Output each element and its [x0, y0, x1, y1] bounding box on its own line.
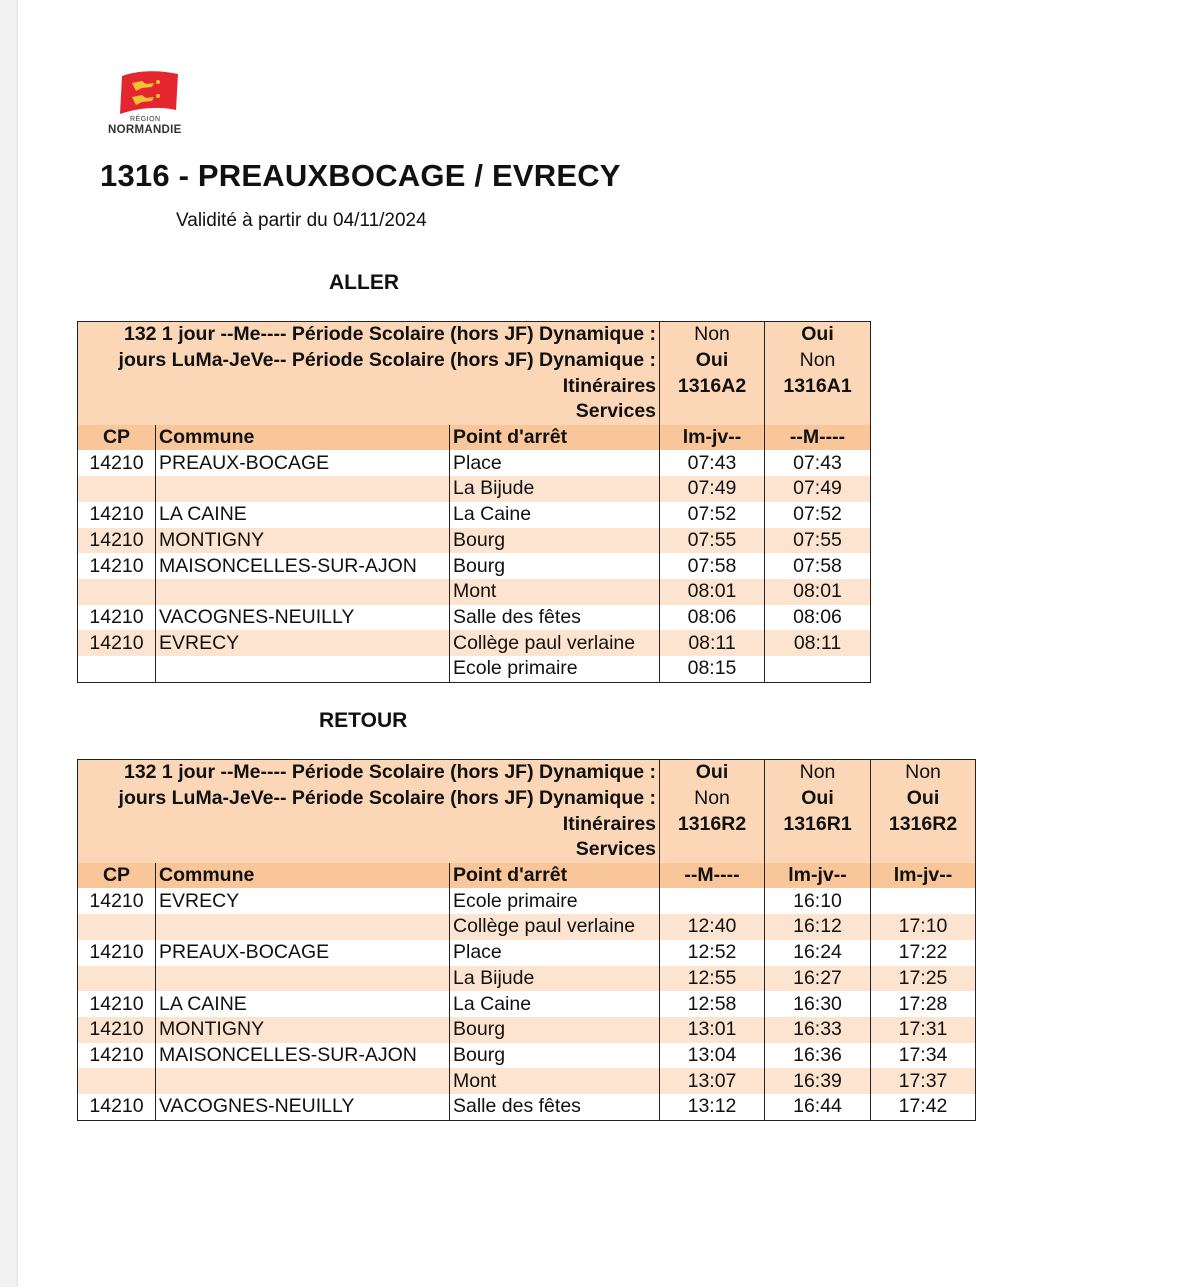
dynamique-label: jours LuMa-JeVe-- Période Scolaire (hors JF) Dynamique :	[78, 348, 660, 374]
cp-cell: 14210	[78, 1043, 156, 1069]
time-cell: 12:52	[660, 940, 765, 966]
cp-header: CP	[78, 863, 156, 889]
time-cell: 16:39	[765, 1068, 871, 1094]
table-row	[78, 502, 871, 528]
aller-header-services	[78, 399, 871, 425]
itineraires-label: Itinéraires	[78, 373, 660, 399]
time-cell: 13:12	[660, 1094, 765, 1120]
time-cell: 08:01	[765, 579, 871, 605]
commune-cell: EVRECY	[156, 888, 450, 914]
commune-cell	[156, 966, 450, 992]
cp-cell: 14210	[78, 528, 156, 554]
cp-cell	[78, 914, 156, 940]
time-cell: 16:44	[765, 1094, 871, 1120]
table-row	[78, 476, 871, 502]
commune-cell	[156, 1068, 450, 1094]
time-cell: 16:36	[765, 1043, 871, 1069]
arret-cell: Mont	[450, 579, 660, 605]
time-cell	[871, 888, 976, 914]
dynamique-label: 132 1 jour --Me---- Période Scolaire (hors JF) Dynamique :	[78, 760, 660, 786]
arret-header: Point d'arrêt	[450, 425, 660, 451]
time-cell: 16:30	[765, 991, 871, 1017]
retour-col-3-row1: Non	[871, 760, 976, 786]
time-cell: 07:58	[765, 553, 871, 579]
time-cell: 07:55	[660, 528, 765, 554]
time-cell: 16:27	[765, 966, 871, 992]
arret-cell: Collège paul verlaine	[450, 914, 660, 940]
time-cell: 17:10	[871, 914, 976, 940]
arret-cell: Mont	[450, 1068, 660, 1094]
itineraires-label: Itinéraires	[78, 811, 660, 837]
table-row	[78, 966, 976, 992]
time-cell: 08:06	[765, 605, 871, 631]
cp-cell	[78, 579, 156, 605]
table-row	[78, 1017, 976, 1043]
table-row	[78, 1068, 976, 1094]
time-cell: 17:42	[871, 1094, 976, 1120]
table-row	[78, 1043, 976, 1069]
logo-region-name: NORMANDIE	[108, 124, 182, 136]
cp-cell	[78, 476, 156, 502]
aller-header-row-1	[78, 322, 871, 348]
aller-header-itineraires	[78, 373, 871, 399]
time-cell: 13:04	[660, 1043, 765, 1069]
time-cell: 07:49	[660, 476, 765, 502]
retour-header-itineraires	[78, 811, 976, 837]
retour-header-services	[78, 837, 976, 863]
commune-cell: MONTIGNY	[156, 1017, 450, 1043]
arret-cell: La Caine	[450, 991, 660, 1017]
time-cell	[660, 888, 765, 914]
time-cell: 07:52	[660, 502, 765, 528]
commune-cell	[156, 656, 450, 682]
time-cell: 13:07	[660, 1068, 765, 1094]
retour-col-1-itin: 1316R2	[660, 811, 765, 837]
table-row	[78, 940, 976, 966]
time-cell: 08:11	[765, 630, 871, 656]
commune-cell: MAISONCELLES-SUR-AJON	[156, 553, 450, 579]
time-cell: 07:43	[660, 450, 765, 476]
commune-cell: PREAUX-BOCAGE	[156, 940, 450, 966]
commune-cell: PREAUX-BOCAGE	[156, 450, 450, 476]
commune-cell: VACOGNES-NEUILLY	[156, 1094, 450, 1120]
table-row	[78, 888, 976, 914]
aller-col-2-row2: Non	[765, 348, 871, 374]
time-cell: 16:10	[765, 888, 871, 914]
table-row	[78, 914, 976, 940]
commune-cell	[156, 914, 450, 940]
cp-cell: 14210	[78, 553, 156, 579]
time-cell: 17:31	[871, 1017, 976, 1043]
table-row	[78, 553, 871, 579]
cp-cell: 14210	[78, 1094, 156, 1120]
time-cell: 07:49	[765, 476, 871, 502]
commune-header: Commune	[156, 425, 450, 451]
retour-col-1-service: --M----	[660, 863, 765, 889]
commune-cell: LA CAINE	[156, 502, 450, 528]
commune-cell: VACOGNES-NEUILLY	[156, 605, 450, 631]
retour-col-2-row2: Oui	[765, 786, 871, 812]
arret-cell: Salle des fêtes	[450, 605, 660, 631]
cp-cell	[78, 1068, 156, 1094]
aller-section-title: ALLER	[329, 271, 399, 294]
arret-cell: Collège paul verlaine	[450, 630, 660, 656]
arret-cell: Place	[450, 940, 660, 966]
services-label: Services	[78, 837, 660, 863]
arret-cell: La Bijude	[450, 476, 660, 502]
table-row	[78, 528, 871, 554]
commune-cell: MONTIGNY	[156, 528, 450, 554]
table-row	[78, 991, 976, 1017]
time-cell: 08:01	[660, 579, 765, 605]
retour-col-1-row2: Non	[660, 786, 765, 812]
time-cell: 16:24	[765, 940, 871, 966]
aller-column-headers	[78, 425, 871, 451]
commune-cell	[156, 579, 450, 605]
arret-cell: La Caine	[450, 502, 660, 528]
normandy-flag-icon	[118, 70, 180, 116]
retour-timetable	[77, 759, 976, 1121]
time-cell: 12:40	[660, 914, 765, 940]
arret-cell: Ecole primaire	[450, 888, 660, 914]
cp-cell: 14210	[78, 605, 156, 631]
cp-cell: 14210	[78, 450, 156, 476]
table-row	[78, 1094, 976, 1120]
commune-cell: EVRECY	[156, 630, 450, 656]
cp-cell: 14210	[78, 630, 156, 656]
time-cell: 17:22	[871, 940, 976, 966]
page-title: 1316 - PREAUXBOCAGE / EVRECY	[100, 158, 621, 193]
retour-col-1-row1: Oui	[660, 760, 765, 786]
aller-header-row-2	[78, 348, 871, 374]
logo-region-label: RÉGION	[130, 116, 161, 123]
aller-col-2-row1: Oui	[765, 322, 871, 348]
retour-col-3-row2: Oui	[871, 786, 976, 812]
time-cell: 13:01	[660, 1017, 765, 1043]
retour-col-3-service: lm-jv--	[871, 863, 976, 889]
time-cell: 07:43	[765, 450, 871, 476]
time-cell: 08:15	[660, 656, 765, 682]
arret-cell: Ecole primaire	[450, 656, 660, 682]
cp-cell	[78, 966, 156, 992]
time-cell: 07:55	[765, 528, 871, 554]
commune-cell: LA CAINE	[156, 991, 450, 1017]
time-cell: 16:33	[765, 1017, 871, 1043]
table-row	[78, 630, 871, 656]
cp-cell	[78, 656, 156, 682]
arret-cell: Bourg	[450, 1043, 660, 1069]
time-cell: 12:55	[660, 966, 765, 992]
arret-cell: Salle des fêtes	[450, 1094, 660, 1120]
retour-col-2-row1: Non	[765, 760, 871, 786]
aller-col-1-row2: Oui	[660, 348, 765, 374]
arret-cell: Place	[450, 450, 660, 476]
retour-header-row-2	[78, 786, 976, 812]
dynamique-label: jours LuMa-JeVe-- Période Scolaire (hors JF) Dynamique :	[78, 786, 660, 812]
cp-header: CP	[78, 425, 156, 451]
retour-col-3-itin: 1316R2	[871, 811, 976, 837]
cp-cell: 14210	[78, 991, 156, 1017]
retour-header-row-1	[78, 760, 976, 786]
arret-cell: La Bijude	[450, 966, 660, 992]
time-cell: 17:37	[871, 1068, 976, 1094]
commune-cell	[156, 476, 450, 502]
cp-cell: 14210	[78, 1017, 156, 1043]
arret-header: Point d'arrêt	[450, 863, 660, 889]
aller-col-1-service: lm-jv--	[660, 425, 765, 451]
retour-col-2-service: lm-jv--	[765, 863, 871, 889]
table-row	[78, 656, 871, 682]
aller-col-2-itin: 1316A1	[765, 373, 871, 399]
table-row	[78, 605, 871, 631]
aller-timetable	[77, 321, 871, 683]
time-cell: 12:58	[660, 991, 765, 1017]
retour-col-2-itin: 1316R1	[765, 811, 871, 837]
time-cell: 07:58	[660, 553, 765, 579]
arret-cell: Bourg	[450, 528, 660, 554]
cp-cell: 14210	[78, 940, 156, 966]
time-cell: 08:11	[660, 630, 765, 656]
dynamique-label: 132 1 jour --Me---- Période Scolaire (hors JF) Dynamique :	[78, 322, 660, 348]
region-normandie-logo	[100, 70, 200, 140]
validity-date: Validité à partir du 04/11/2024	[176, 210, 427, 231]
aller-col-1-itin: 1316A2	[660, 373, 765, 399]
time-cell: 08:06	[660, 605, 765, 631]
time-cell	[765, 656, 871, 682]
aller-col-2-service: --M----	[765, 425, 871, 451]
cp-cell: 14210	[78, 502, 156, 528]
time-cell: 17:34	[871, 1043, 976, 1069]
time-cell: 17:25	[871, 966, 976, 992]
time-cell: 07:52	[765, 502, 871, 528]
services-label: Services	[78, 399, 660, 425]
cp-cell: 14210	[78, 888, 156, 914]
table-row	[78, 579, 871, 605]
aller-col-1-row1: Non	[660, 322, 765, 348]
arret-cell: Bourg	[450, 1017, 660, 1043]
retour-column-headers	[78, 863, 976, 889]
commune-cell: MAISONCELLES-SUR-AJON	[156, 1043, 450, 1069]
time-cell: 16:12	[765, 914, 871, 940]
time-cell: 17:28	[871, 991, 976, 1017]
retour-section-title: RETOUR	[319, 709, 408, 732]
commune-header: Commune	[156, 863, 450, 889]
table-row	[78, 450, 871, 476]
arret-cell: Bourg	[450, 553, 660, 579]
